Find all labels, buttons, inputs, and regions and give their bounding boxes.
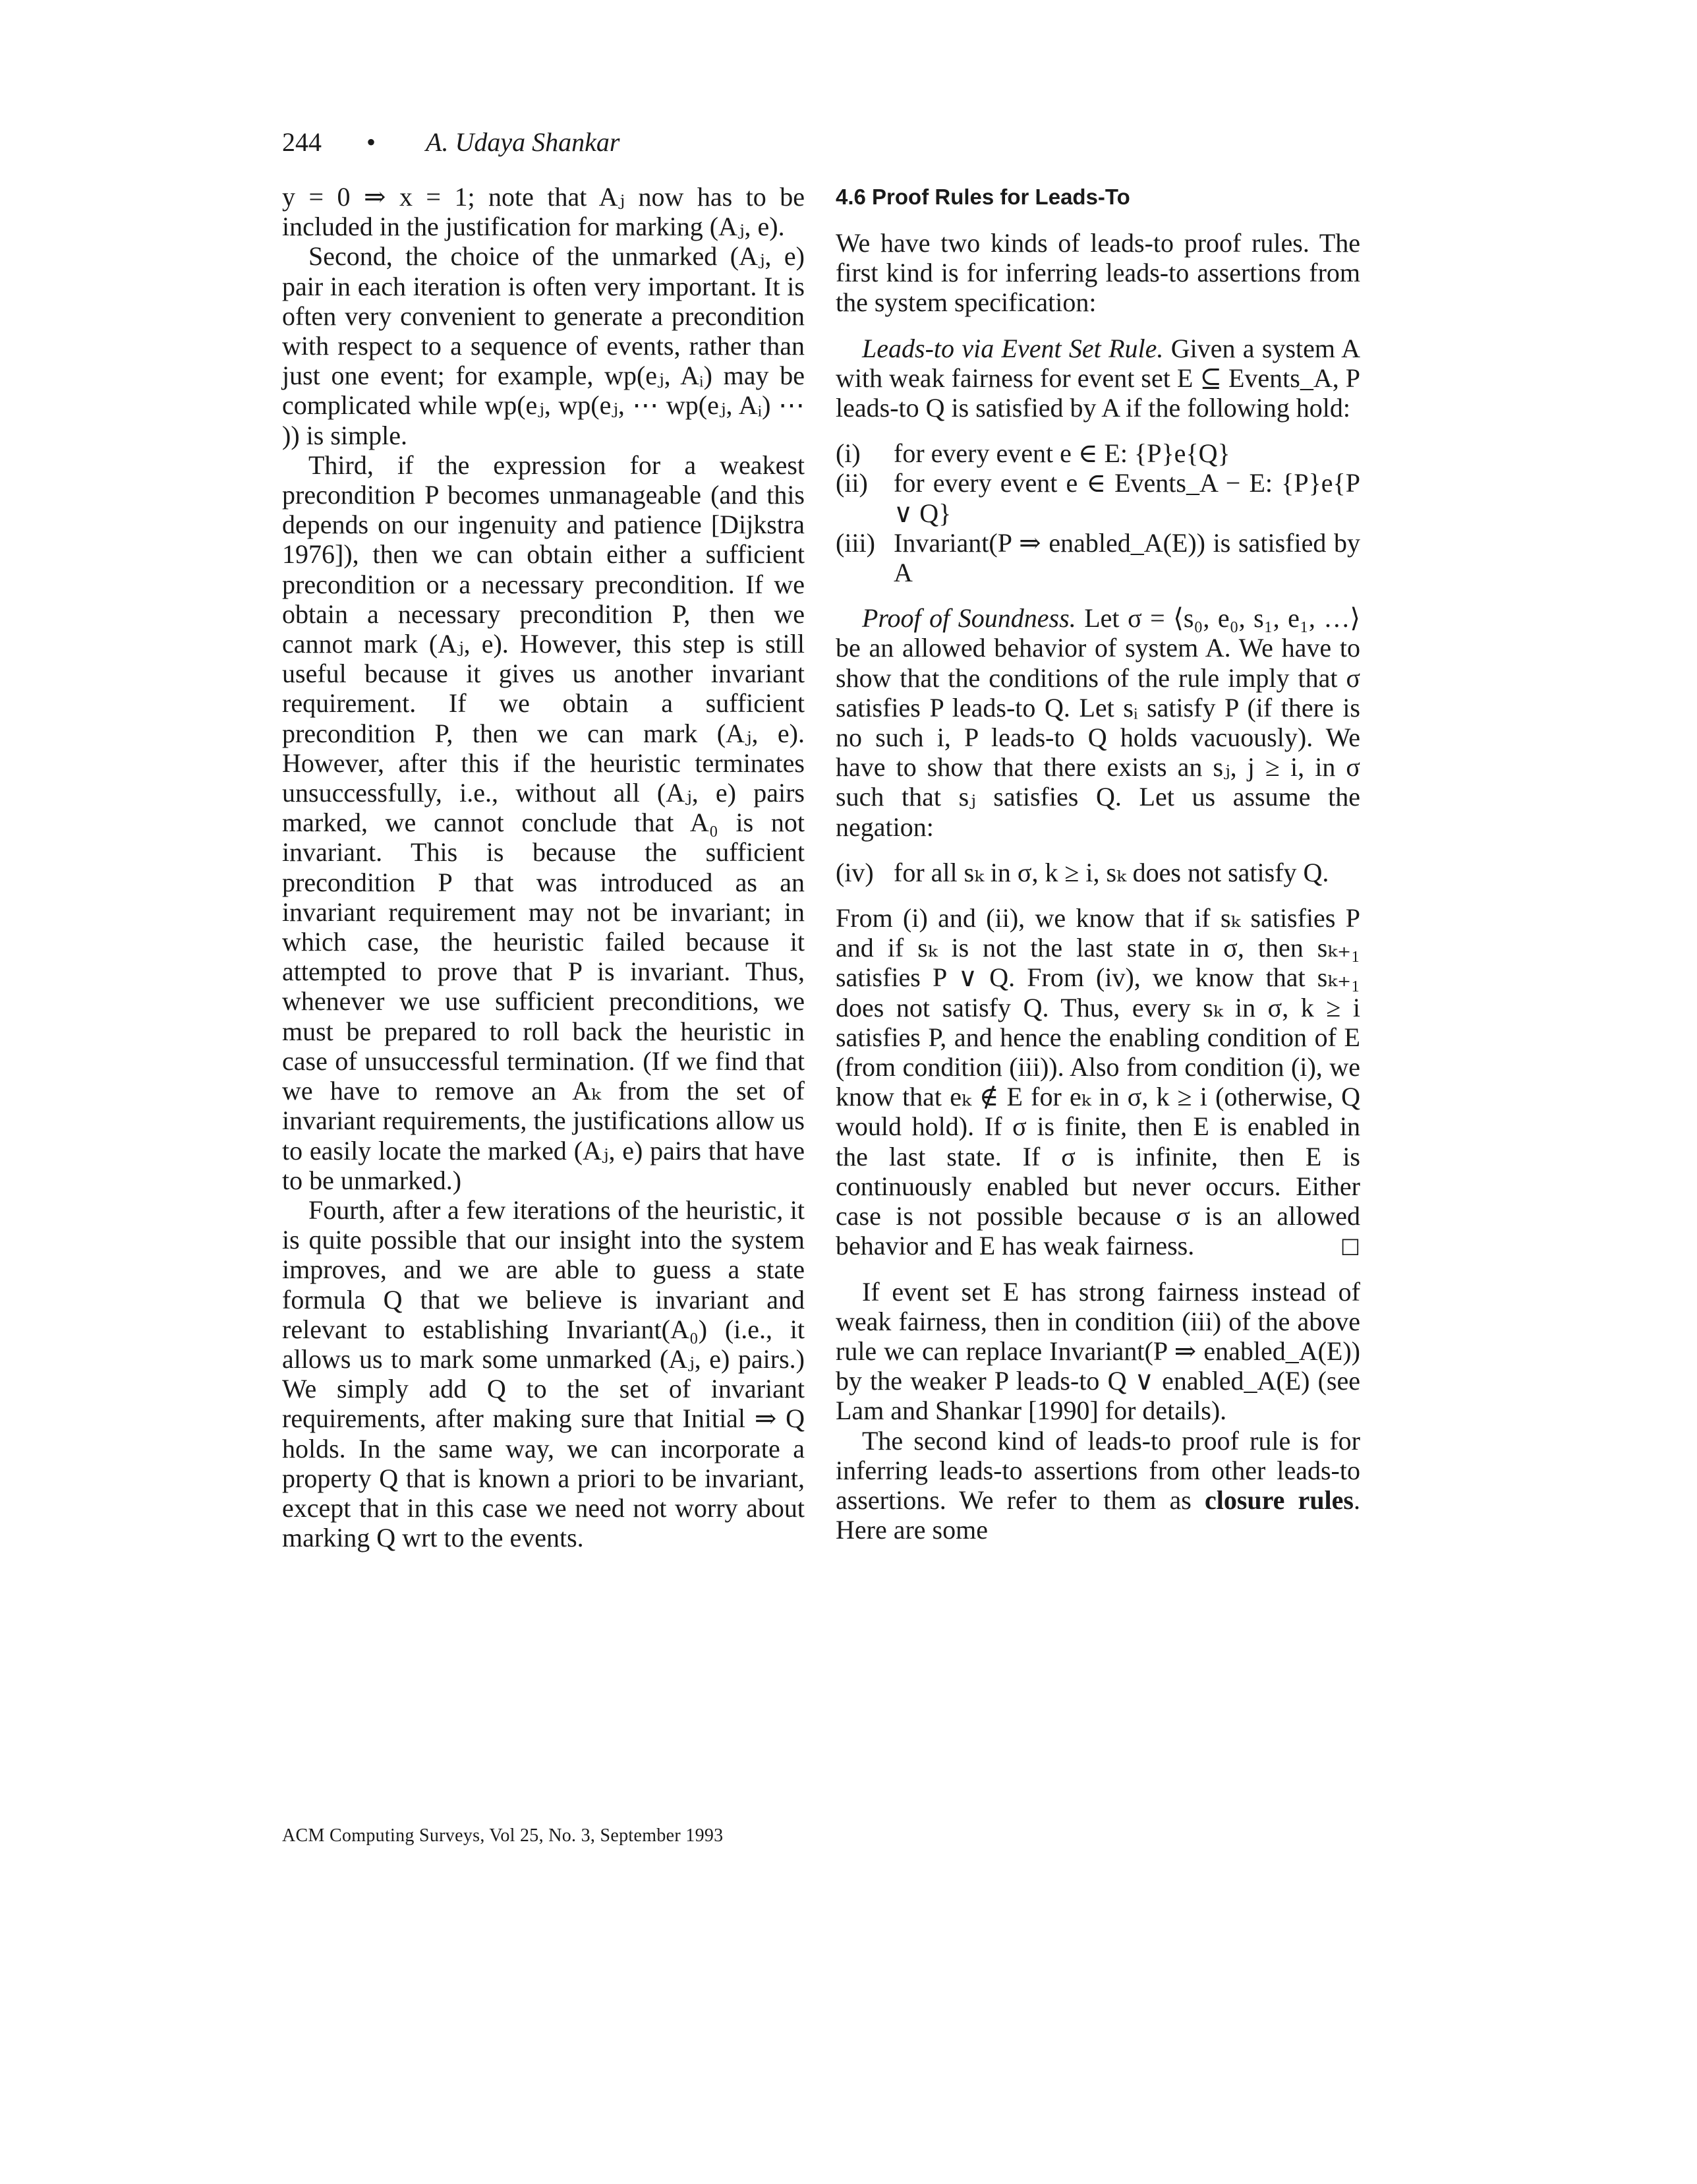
negation-item xyxy=(836,858,1360,887)
section-heading: 4.6 Proof Rules for Leads-To xyxy=(836,185,1130,209)
condition-label: (i) xyxy=(836,438,861,469)
condition-label: (iii) xyxy=(836,527,875,558)
condition-label: (ii) xyxy=(836,468,868,498)
paragraph-continued: y = 0 ⇒ x = 1; note that Aⱼ now has to be included in the justification for marking (Aⱼ, e). xyxy=(282,182,805,242)
negation-text: for all sₖ in σ, k ≥ i, sₖ does not satisfy Q. xyxy=(894,857,1329,887)
rule-conditions xyxy=(836,438,1360,587)
closure-pre: The second kind of leads-to proof rule is for inferring leads-to assertions from other leads-to assertions. We refer to them as xyxy=(836,1425,1360,1515)
right-column xyxy=(836,182,1360,1545)
condition-text: for every event e ∈ Events_A − E: {P}e{P ∨ Q} xyxy=(894,468,1360,528)
condition-text: Invariant(P ⇒ enabled_A(E)) is satisfied by A xyxy=(894,527,1360,588)
condition-item xyxy=(836,528,1360,587)
condition-text: for every event e ∈ E: {P}e{Q} xyxy=(894,438,1230,469)
paragraph-strong-fairness: If event set E has strong fairness instead of weak fairness, then in condition (iii) of the above rule we can replace Invariant(P ⇒ enabled_A(E)) by the weaker P leads-to Q ∨ enabled_A(E) (see Lam and Shankar [1990] for details). xyxy=(836,1276,1360,1426)
page-number: 244 xyxy=(282,127,322,157)
negation-list xyxy=(836,858,1360,887)
page-footer: ACM Computing Surveys, Vol 25, No. 3, September 1993 xyxy=(282,1825,724,1846)
condition-item xyxy=(836,438,1360,468)
proof-continued-text: From (i) and (ii), we know that if sₖ satisfies P and if sₖ is not the last state in σ, then sₖ₊₁ satisfies P ∨ Q. From (iv), we know that sₖ₊₁ does not satisfy Q. Thus, every sₖ in σ, k ≥ i satisfies P, and hence the enabling condition of E (from condition (iii)). Also from condition (i), we know that eₖ ∉ E for eₖ in σ, k ≥ i (otherwise, Q would hold). If σ is finite, then E is enabled in the last state. If σ is infinite, then E is continuously enabled but never occurs. Either case is not possible because σ is an allowed behavior and E has weak fairness. xyxy=(836,903,1360,1261)
proof-text: Let σ = ⟨s₀, e₀, s₁, e₁, …⟩ be an allowed behavior of system A. We have to show that the conditions of the rule imply that σ satisfies P leads-to Q. Let sᵢ satisfy P (if there is no such i, P leads-to Q holds vacuously). We have to show that there exists an sⱼ, j ≥ i, in σ such that sⱼ satisfies Q. Let us assume the negation: xyxy=(836,603,1360,842)
paragraph-proof xyxy=(836,603,1360,842)
paragraph-proof-continued xyxy=(836,903,1360,1260)
running-author: A. Udaya Shankar xyxy=(426,127,620,157)
rule-title: Leads-to via Event Set Rule. xyxy=(862,333,1164,363)
rule-text: Given a system A with weak fairness for event set E ⊆ Events_A, P leads-to Q is satisfied by A if the following hold: xyxy=(836,333,1360,423)
paragraph-fourth: Fourth, after a few iterations of the heuristic, it is quite possible that our insight into the system improves, and we are able to guess a state formula Q that we believe is invariant and relevant to establishing Invariant(A₀) (i.e., it allows us to mark some unmarked (Aⱼ, e) pairs.) We simply add Q to the set of invariant requirements, after making sure that Initial ⇒ Q holds. In the same way, we can incorporate a property Q that is known a priori to be invariant, except that in this case we need not worry about marking Q wrt to the events. xyxy=(282,1195,805,1553)
left-column xyxy=(282,182,805,1552)
closure-term: closure rules xyxy=(1204,1485,1354,1515)
paragraph-intro: We have two kinds of leads-to proof rules. The first kind is for inferring leads-to assertions from the system specification: xyxy=(836,228,1360,318)
paragraph-second: Second, the choice of the unmarked (Aⱼ, e) pair in each iteration is often very important. It is often very convenient to generate a precondition with respect to a sequence of events, rather than just one event; for example, wp(eⱼ, Aᵢ) may be complicated while wp(eⱼ, wp(eⱼ, ⋯ wp(eⱼ, Aᵢ) ⋯ )) is simple. xyxy=(282,241,805,450)
closure-post: . Here are some xyxy=(836,1485,1360,1545)
qed-symbol: □ xyxy=(1340,1233,1360,1258)
condition-item xyxy=(836,468,1360,527)
paragraph-closure-rules xyxy=(836,1426,1360,1545)
negation-label: (iv) xyxy=(836,857,874,887)
paragraph-third: Third, if the expression for a weakest precondition P becomes unmanageable (and this depends on our ingenuity and patience [Dijkstra 1976]), then we can obtain either a sufficient precondition or a necessary precondition. If we obtain a necessary precondition P, then we cannot mark (Aⱼ, e). However, this step is still useful because it gives us another invariant requirement. If we obtain a sufficient precondition P, then we can mark (Aⱼ, e). However, after this if the heuristic terminates unsuccessfully, i.e., without all (Aⱼ, e) pairs marked, we cannot conclude that A₀ is not invariant. This is because the sufficient precondition P that was introduced as an invariant requirement may not be invariant; in which case, the heuristic failed because it attempted to prove that P is invariant. Thus, whenever we use sufficient preconditions, we must be prepared to roll back the heuristic in case of unsuccessful termination. (If we find that we have to remove an Aₖ from the set of invariant requirements, the justifications allow us to easily locate the marked (Aⱼ, e) pairs that have to be unmarked.) xyxy=(282,450,805,1195)
header-separator: • xyxy=(366,127,376,157)
proof-title: Proof of Soundness. xyxy=(862,603,1076,634)
paragraph-rule xyxy=(836,334,1360,423)
running-header xyxy=(282,123,1402,162)
